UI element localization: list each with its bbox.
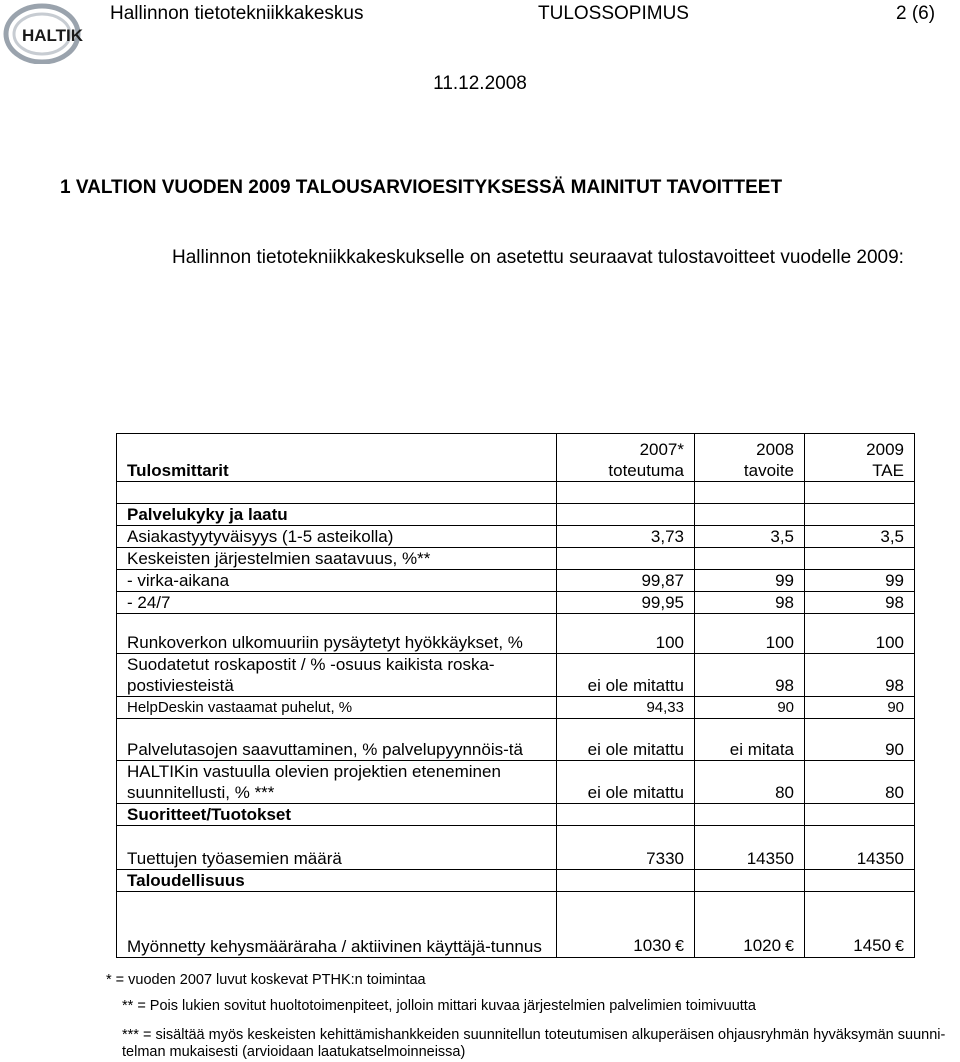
cell-value: 98 [775,676,794,695]
cell-value: 7330 [646,849,684,868]
table-row [117,719,915,761]
row-value-2008 [695,804,805,826]
row-value-2008 [695,592,805,614]
cell-value: 1030 [633,936,672,955]
header-col-2007 [557,434,695,482]
cell-value: 99,95 [641,593,684,612]
row-label: Suodatetut roskapostit / % -osuus kaikista roska-postiviesteistä [117,654,557,697]
cell-value: 94,33 [646,699,684,716]
row-label: Runkoverkon ulkomuuriin pysäytetyt hyökkäykset, % [117,614,557,654]
cell-value: 1020 [743,936,782,955]
euro-symbol: € [785,938,794,955]
cell-value: 80 [885,783,904,802]
row-value-2009 [805,654,915,697]
year-2008: 2008 [756,440,794,459]
table-row [117,614,915,654]
footnote-2: ** = Pois lukien sovitut huoltotoimenpiteet, jolloin mittari kuvaa järjestelmien palvelimien toimivuutta [122,998,756,1014]
logo-text: HALTIK [22,26,84,45]
section-heading: 1 VALTION VUODEN 2009 TALOUSARVIOESITYKSESSÄ MAINITUT TAVOITTEET [60,177,783,198]
row-value-2009 [805,614,915,654]
row-value-2009 [805,570,915,592]
row-value-2007 [557,654,695,697]
cell-value: ei ole mitattu [587,740,684,759]
cell-value: 1450 [853,936,892,955]
results-table [116,433,915,958]
row-label: - virka-aikana [117,570,557,592]
cell-value: 3,5 [770,527,794,546]
row-value-2007 [557,592,695,614]
row-label: HelpDeskin vastaamat puhelut, % [117,697,557,719]
row-value-2008 [695,570,805,592]
row-value-2007 [557,697,695,719]
table-row [117,870,915,892]
table-row [117,570,915,592]
row-value-2007 [557,870,695,892]
row-value-2007 [557,548,695,570]
row-value-2009 [805,870,915,892]
table-row [117,592,915,614]
row-value-2007 [557,826,695,870]
row-value-2008 [695,870,805,892]
cell-value: 100 [875,633,904,652]
table-row [117,804,915,826]
sub-2008: tavoite [743,461,794,480]
row-value-2009 [805,892,915,958]
row-value-2009 [805,592,915,614]
row-value-2007 [557,804,695,826]
row-value-2007 [557,570,695,592]
table-body [117,504,915,958]
row-value-2009 [805,548,915,570]
spacer-row [117,482,915,504]
row-value-2008 [695,826,805,870]
row-value-2008 [695,697,805,719]
org-name: Hallinnon tietotekniikkakeskus [110,3,364,24]
row-value-2008 [695,526,805,548]
cell-value: 90 [887,699,904,716]
row-value-2007 [557,526,695,548]
row-label: Keskeisten järjestelmien saatavuus, %** [117,548,557,570]
euro-symbol: € [675,938,684,955]
row-label: Palvelukyky ja laatu [117,504,557,526]
cell-value: ei ole mitattu [587,783,684,802]
table-row [117,892,915,958]
row-value-2007 [557,504,695,526]
row-value-2009 [805,826,915,870]
row-label: Palvelutasojen saavuttaminen, % palvelupyynnöis-tä [117,719,557,761]
year-2009: 2009 [866,440,904,459]
cell-value: 99,87 [641,571,684,590]
table-row [117,761,915,804]
cell-value: 98 [885,593,904,612]
cell-value: 100 [655,633,684,652]
row-value-2008 [695,504,805,526]
cell-value: ei ole mitattu [587,676,684,695]
table-row [117,526,915,548]
row-label: HALTIKin vastuulla olevien projektien eteneminen suunnitellusti, % *** [117,761,557,804]
row-value-2007 [557,761,695,804]
row-label: Myönnetty kehysmääräraha / aktiivinen käyttäjä-tunnus [117,892,557,958]
row-value-2009 [805,697,915,719]
row-label: Suoritteet/Tuotokset [117,804,557,826]
cell-value: 80 [775,783,794,802]
cell-value: 3,73 [650,527,684,546]
sub-2007: toteutuma [608,461,684,480]
cell-value: 90 [777,699,794,716]
year-2007: 2007* [639,440,684,459]
row-value-2008 [695,892,805,958]
row-value-2007 [557,892,695,958]
table-row [117,697,915,719]
sub-2009: TAE [872,461,904,480]
cell-value: 14350 [746,849,794,868]
footnote-3: *** = sisältää myös keskeisten kehittämishankkeiden suunnitellun toteutumisen alkuperäisen ohjausryhmän hyväksymän suunni- [122,1027,946,1043]
table-row [117,654,915,697]
row-label: Asiakastyytyväisyys (1-5 asteikolla) [117,526,557,548]
cell-value: 98 [775,593,794,612]
row-value-2007 [557,614,695,654]
row-value-2009 [805,719,915,761]
table-header-row [117,434,915,482]
cell-value: ei mitata [729,740,794,759]
table-row [117,548,915,570]
row-value-2009 [805,504,915,526]
row-value-2009 [805,804,915,826]
header-col-label: Tulosmittarit [117,434,557,482]
doc-type: TULOSSOPIMUS [538,3,689,24]
row-value-2008 [695,548,805,570]
row-value-2009 [805,761,915,804]
row-label: Taloudellisuus [117,870,557,892]
page-number: 2 (6) [896,3,936,24]
row-label: - 24/7 [117,592,557,614]
cell-value: 3,5 [880,527,904,546]
row-value-2009 [805,526,915,548]
cell-value: 100 [765,633,794,652]
header-col-2009 [805,434,915,482]
cell-value: 90 [885,740,904,759]
table-row [117,504,915,526]
doc-date: 11.12.2008 [433,73,527,94]
intro-text: Hallinnon tietotekniikkakeskukselle on asetettu seuraavat tulostavoitteet vuodelle 2009: [172,247,904,268]
cell-value: 99 [775,571,794,590]
row-value-2008 [695,761,805,804]
footnote-1: * = vuoden 2007 luvut koskevat PTHK:n toimintaa [106,972,426,988]
row-value-2007 [557,719,695,761]
header-col-2008 [695,434,805,482]
euro-symbol: € [895,938,904,955]
cell-value: 14350 [856,849,904,868]
cell-value: 99 [885,571,904,590]
table-row [117,826,915,870]
footnote-3-cont: telman mukaisesti (arvioidaan laatukatselmoinneissa) [122,1044,466,1060]
row-value-2008 [695,654,805,697]
row-value-2008 [695,719,805,761]
row-label: Tuettujen työasemien määrä [117,826,557,870]
row-value-2008 [695,614,805,654]
haltik-logo [2,2,94,64]
cell-value: 98 [885,676,904,695]
